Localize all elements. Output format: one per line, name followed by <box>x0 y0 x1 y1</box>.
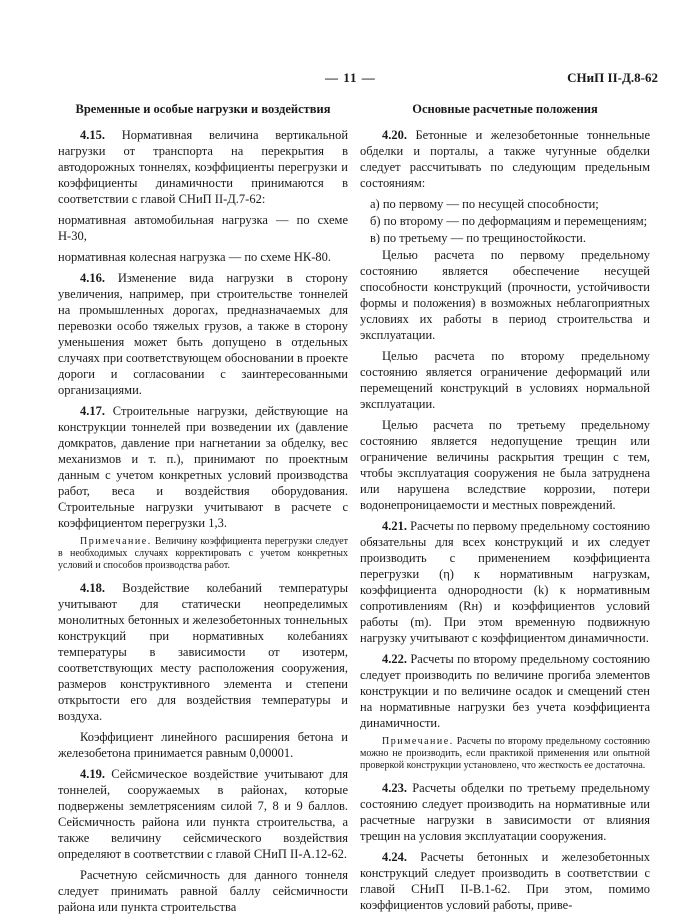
right-column <box>360 101 650 918</box>
paragraph-text: Нормативная величина вертикальной нагрузки от транспорта на перекрытия в автодорожных тоннелях, коэффициенты перегрузки и коэффициенты динамичности принимаются в соответствии с главой СНиП II-Д.7-62: <box>58 128 349 206</box>
paragraph-number: 4.15. <box>80 128 105 142</box>
paragraph-number: 4.20. <box>382 128 407 142</box>
paragraph-text: Расчеты по второму предельному состоянию следует производить по величине прогиба элементов конструкции и по величине осадок и смещений стен на нормативные нагрузки без учета коэффициента динамичности. <box>360 652 650 730</box>
paragraph-number: 4.17. <box>80 404 105 418</box>
list-item: б) по второму — по деформациям и перемещениям; <box>370 214 648 228</box>
paragraph-4-23 <box>360 780 650 844</box>
note-text: Расчеты по второму предельному состоянию можно не производить, если практикой применения или опытной проверкой конструкции установлено, что жесткость ее достаточна. <box>360 736 651 771</box>
paragraph-number: 4.21. <box>382 519 407 533</box>
paragraph-number: 4.18. <box>80 581 105 595</box>
page-header <box>0 70 700 90</box>
paragraph-4-21 <box>360 518 650 646</box>
paragraph-text: Воздействие колебаний температуры учитывают для статически неопределимых монолитных бетонных и железобетонных тоннельных конструкций при нормативных колебаниях температуры в зависимости от изотерм, соответствующих месту расположения сооружения, размеров конструктивного элемента и степени открытости его для воздействия температуры и воздуха. <box>58 581 348 723</box>
list-item: а) по первому — по несущей способности; <box>370 197 599 211</box>
paragraph-4-18-coefficient: Коэффициент линейного расширения бетона и железобетона принимается равным 0,00001. <box>58 730 348 760</box>
paragraph-number: 4.16. <box>80 271 105 285</box>
paragraph-text: Расчеты бетонных и железобетонных конструкций следует производить в соответствии с главой СНиП II-В.1-62. При этом, помимо коэффициентов условий работы, приве- <box>360 850 650 912</box>
section-title-loads: Временные и особые нагрузки и воздействия <box>75 102 331 116</box>
paragraph-4-22 <box>360 651 650 731</box>
list-item: в) по третьему — по трещиностойкости. <box>370 231 586 245</box>
page-number: — 11 — <box>325 70 376 85</box>
paragraph-4-18 <box>58 580 348 724</box>
left-column <box>58 101 348 920</box>
paragraph-4-20-third-state: Целью расчета по третьему предельному состоянию является недопущение трещин или ограничение величины раскрытия трещин с тем, чтобы эксплуатация сооружения не была затруднена или нарушена вследствие коррозии, потери водонепроницаемости и местных повреждений. <box>360 418 650 512</box>
paragraph-number: 4.23. <box>382 781 407 795</box>
paragraph-4-19-seismic: Расчетную сейсмичность для данного тоннеля следует принимать равной баллу сейсмичности района или пункта строительства <box>58 868 348 914</box>
note-label: Примечание. <box>382 736 454 747</box>
section-title-design: Основные расчетные положения <box>412 102 598 116</box>
paragraph-4-20 <box>360 127 650 191</box>
paragraph-number: 4.24. <box>382 850 407 864</box>
paragraph-text: Бетонные и железобетонные тоннельные обделки и порталы, а также чугунные обделки следует рассчитывать по следующим предельным состояниям: <box>360 128 651 190</box>
paragraph-4-19 <box>58 766 348 862</box>
paragraph-text: Строительные нагрузки, действующие на конструкции тоннелей при возведении их (давление домкратов, давление при нагнетании за обделку, вес механизмов и т. п.), принимают по проектным данным с учетом конкретных условий производства работ, веса и воздействия оборудования. Строительные нагрузки учитывают в расчете с коэффициентом перегрузки 1,3. <box>58 404 349 530</box>
note-2 <box>360 736 650 772</box>
paragraph-number: 4.19. <box>80 767 105 781</box>
paragraph-4-17 <box>58 403 348 531</box>
list-item: нормативная автомобильная нагрузка — по схеме Н-30, <box>58 213 348 243</box>
paragraph-number: 4.22. <box>382 652 407 666</box>
paragraph-text: Расчеты по первому предельному состоянию обязательны для всех конструкций и их следует производить с применением коэффициента перегрузки (η) к нормативным нагрузкам, коэффициента однородности (k) к нормативным сопротивлениям (Rн) и коэффициентов условий работы (m). При этом временную подвижную нагрузку учитывают с коэффициентом динамичности. <box>360 519 650 645</box>
paragraph-text: Сейсмическое воздействие учитывают для тоннелей, сооружаемых в районах, которые подвержены землетрясениям силой 7, 8 и 9 баллов. Сейсмичность района или пункта строительства, а также величину сейсмического воздействия определяют в соответствии с главой СНиП II-А.12-62. <box>58 767 349 861</box>
paragraph-text: Изменение вида нагрузки в сторону увеличения, например, при строительстве тоннелей на промышленных дорогах, предназначаемых для перевозки особо тяжелых грузов, а также в сторону уменьшения может быть допущено в отдельных случаях при соответствующем обосновании в проекте дороги и согласовании с заинтересованными организациями. <box>58 271 349 397</box>
note-1 <box>58 536 348 572</box>
note-text: Величину коэффициента перегрузки следует в необходимых случаях корректировать с учетом конкретных условий и способов производства работ. <box>58 536 348 571</box>
paragraph-4-24 <box>360 849 650 913</box>
list-item: нормативная колесная нагрузка — по схеме НК-80. <box>58 250 331 264</box>
paragraph-text: Расчеты обделки по третьему предельному состоянию следует производить на нормативные или расчетные нагрузки в зависимости от влияния трещин на условия эксплуатации сооружения. <box>360 781 650 843</box>
paragraph-4-16 <box>58 270 348 398</box>
document-code: СНиП II-Д.8-62 <box>567 70 658 85</box>
paragraph-4-15 <box>58 127 348 207</box>
paragraph-4-20-first-state: Целью расчета по первому предельному состоянию является обеспечение несущей способности конструкций (прочности, устойчивости формы и положения) в возможных неблагоприятных условиях их работы в период строительства и эксплуатации. <box>360 248 650 342</box>
note-label: Примечание. <box>80 536 152 547</box>
paragraph-4-20-second-state: Целью расчета по второму предельному состоянию является ограничение деформаций или перемещений конструкций в условиях нормальной эксплуатации. <box>360 349 650 411</box>
